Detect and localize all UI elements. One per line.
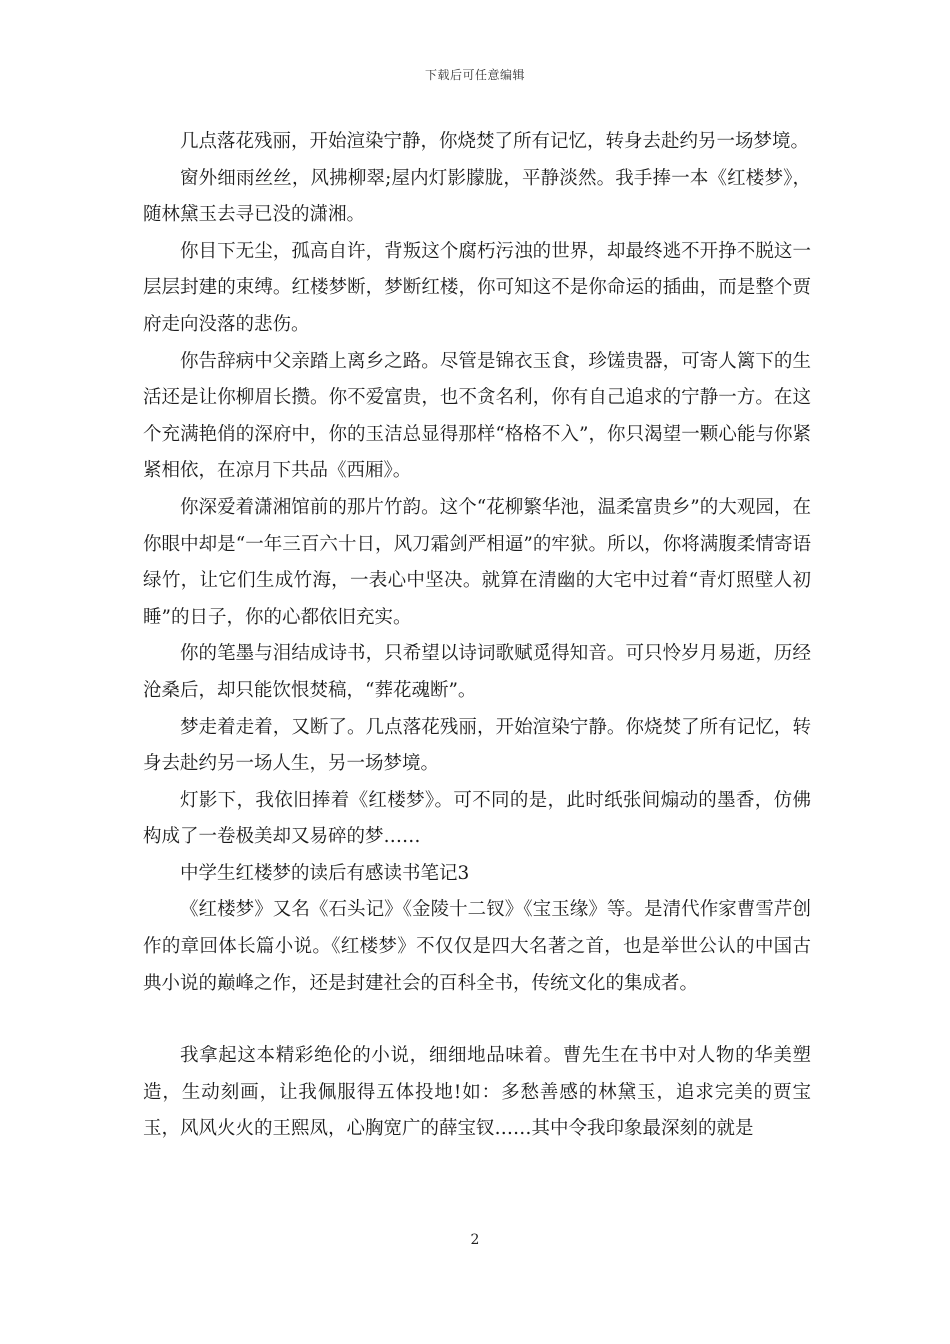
paragraph: 你的笔墨与泪结成诗书，只希望以诗词歌赋觅得知音。可只怜岁月易逝，历经沧桑后，却只能饮恨焚稿，“葬花魂断”。	[143, 643, 811, 701]
paragraph: 梦走着走着，又断了。几点落花残丽，开始渲染宁静。你烧焚了所有记忆，转身去赴约另一场人生，另一场梦境。	[143, 716, 811, 775]
paragraph: 窗外细雨丝丝，风拂柳翠;屋内灯影朦胧，平静淡然。我手捧一本《红楼梦》，随林黛玉去寻已没的潇湘。	[143, 167, 811, 226]
page-number: 2	[470, 1232, 480, 1248]
document-body	[143, 124, 811, 1148]
paragraph: 《红楼梦》又名《石头记》《金陵十二钗》《宝玉缘》等。是清代作家曹雪芹创作的章回体长篇小说。《红楼梦》不仅仅是四大名著之首，也是举世公认的中国古典小说的巅峰之作，还是封建社会的百科全书，传统文化的集成者。	[143, 899, 811, 994]
paragraph: 你目下无尘，孤高自许，背叛这个腐朽污浊的世界，却最终逃不开挣不脱这一层层封建的束缚。红楼梦断，梦断红楼，你可知这不是你命运的插曲，而是整个贾府走向没落的悲伤。	[143, 240, 811, 335]
paragraph: 灯影下，我依旧捧着《红楼梦》。可不同的是，此时纸张间煽动的墨香，仿佛构成了一卷极美却又易碎的梦……	[143, 789, 811, 848]
paragraph: 我拿起这本精彩绝伦的小说，细细地品味着。曹先生在书中对人物的华美塑造，生动刻画，让我佩服得五体投地!如：多愁善感的林黛玉，追求完美的贾宝玉，风风火火的王熙凤，心胸宽广的薛宝钗……其中令我印象最深刻的就是	[143, 1045, 811, 1140]
section-title: 中学生红楼梦的读后有感读书笔记3	[180, 862, 470, 884]
paragraph: 你深爱着潇湘馆前的那片竹韵。这个“花柳繁华池，温柔富贵乡”的大观园，在你眼中却是“一年三百六十日，风刀霜剑严相逼”的牢狱。所以，你将满腹柔情寄语绿竹，让它们生成竹海，一表心中坚决。就算在清幽的大宅中过着“青灯照壁人初睡”的日子，你的心都依旧充实。	[143, 496, 811, 628]
paragraph: 你告辞病中父亲踏上离乡之路。尽管是锦衣玉食，珍馐贵器，可寄人篱下的生活还是让你柳眉长攒。你不爱富贵，也不贪名利，你有自己追求的宁静一方。在这个充满艳俏的深府中，你的玉洁总显得那样“格格不入”，你只渴望一颗心能与你紧紧相依，在凉月下共品《西厢》。	[143, 350, 811, 482]
paragraph: 几点落花残丽，开始渲染宁静，你烧焚了所有记忆，转身去赴约另一场梦境。	[180, 131, 810, 152]
page-header: 下载后可任意编辑	[424, 68, 525, 82]
